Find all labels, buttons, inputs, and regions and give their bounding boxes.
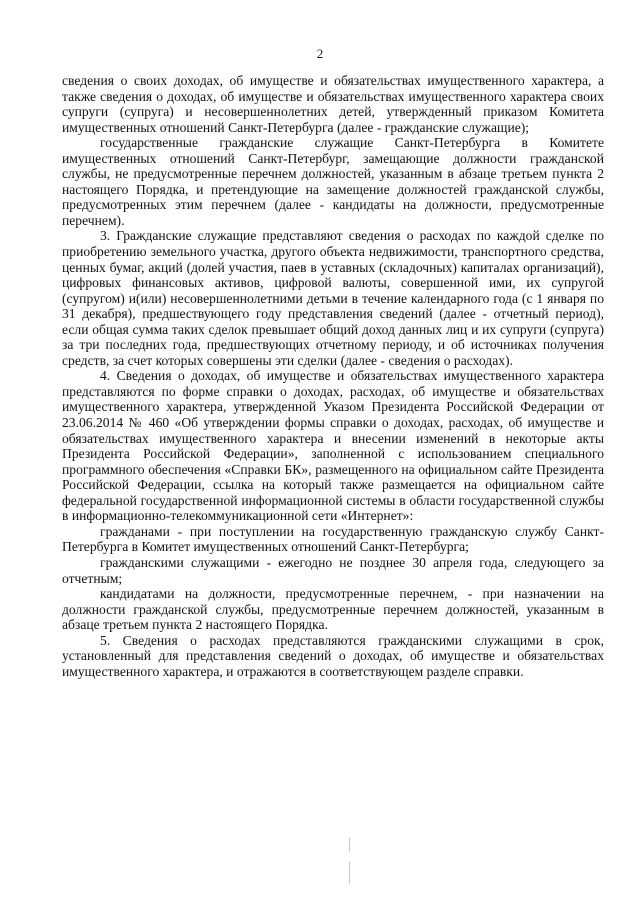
paragraph-citizens: гражданами - при поступлении на государственную гражданскую службу Санкт-Петербурга в Комитет имущественных отношений Санкт-Петербурга;: [62, 523, 604, 555]
paragraph-item-3: 3. Гражданские служащие представляют сведения о расходах по каждой сделке по приобретению земельного участка, другого объекта недвижимости, транспортного средства, ценных бумаг, акций (долей участия, паев в уставных (складочных) капиталах организаций), цифровых финансовых активов, цифровой валюты, совершенной ими, их супругой (супругом) и(или) несовершеннолетними детьми в течение календарного года (с 1 января по 31 декабря), предшествующего году представления сведений (далее - отчетный период), если общая сумма таких сделок превышает общий доход данных лиц и их супруги (супруга) за три последних года, предшествующих отчетному периоду, и об источниках получения средств, за счет которых совершены эти сделки (далее - сведения о расходах).: [62, 228, 604, 368]
paragraph-candidates: кандидатами на должности, предусмотренные перечнем, - при назначении на должности гражданской службы, предусмотренные перечнем должностей, указанным в абзаце третьем пункта 2 настоящего Порядка.: [62, 586, 604, 633]
paragraph-civil-servants-candidates: государственные гражданские служащие Санкт-Петербурга в Комитете имущественных отношений Санкт-Петербург, замещающие должности гражданской службы, не предусмотренные перечнем должностей, указанным в абзаце третьем пункта 2 настоящего Порядка, и претендующие на замещение должностей гражданской службы, предусмотренных этим перечнем (далее - кандидаты на должности, предусмотренные перечнем).: [62, 135, 604, 228]
paragraph-civil-servants-annual: гражданскими служащими - ежегодно не позднее 30 апреля года, следующего за отчетным;: [62, 554, 604, 586]
document-body: [62, 73, 604, 679]
paragraph-item-5: 5. Сведения о расходах представляются гражданскими служащими в срок, установленный для представления сведений о доходах, об имуществе и обязательствах имущественного характера, и отражаются в соответствующем разделе справки.: [62, 632, 604, 679]
paragraph-item-4: 4. Сведения о доходах, об имуществе и обязательствах имущественного характера представляются по форме справки о доходах, расходах, об имуществе и обязательствах имущественного характера, утвержденной Указом Президента Российской Федерации от 23.06.2014 № 460 «Об утверждении формы справки о доходах, расходах, об имуществе и обязательствах имущественного характера и внесении изменений в некоторые акты Президента Российской Федерации», заполненной с использованием специального программного обеспечения «Справки БК», размещенного на официальном сайте Президента Российской Федерации, ссылка на который также размещается на официальном сайте федеральной государственной информационной системы в области государственной службы в информационно-телекоммуникационной сети «Интернет»:: [62, 368, 604, 524]
scan-artifact-line: [349, 838, 350, 852]
page-number: 2: [316, 46, 324, 61]
paragraph-continuation: сведения о своих доходах, об имуществе и обязательствах имущественного характера, а также сведения о доходах, об имуществе и обязательствах имущественного характера своих супруги (супруга) и несовершеннолетних детей, утвержденный приказом Комитета имущественных отношений Санкт-Петербурга (далее - гражданские служащие);: [62, 73, 604, 135]
scan-artifact-line: [349, 862, 350, 884]
